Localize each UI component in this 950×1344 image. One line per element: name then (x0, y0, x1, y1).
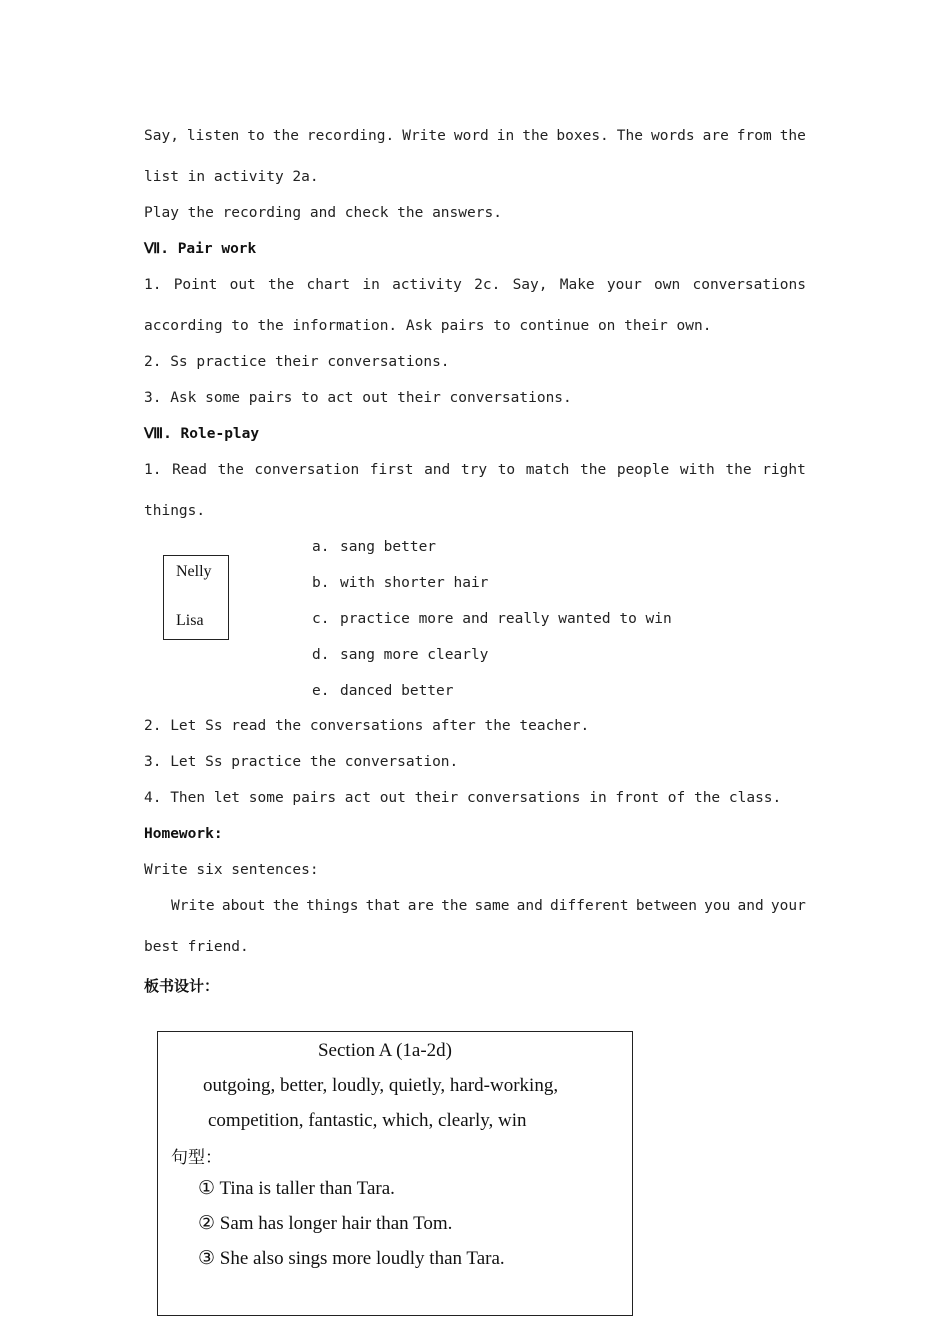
word: different (550, 898, 629, 914)
word: Point (173, 277, 218, 293)
word: are (407, 898, 434, 914)
instruction-line-1 (144, 128, 806, 144)
option-letter: d. (312, 647, 330, 663)
section-heading-pair-work: Ⅶ. Pair work (144, 241, 257, 257)
word: and (737, 898, 764, 914)
board-title: Section A (1a-2d) (317, 1040, 453, 1061)
word: 2c. (474, 277, 501, 293)
word: between (635, 898, 697, 914)
word: people (616, 462, 670, 478)
word: Make (559, 277, 595, 293)
word: with (679, 462, 715, 478)
word: right (762, 462, 806, 478)
word: chart (306, 277, 351, 293)
word: own (654, 277, 681, 293)
word: are (702, 128, 729, 144)
match-option (312, 539, 436, 555)
option-letter: a. (312, 539, 330, 555)
word: the (580, 462, 607, 478)
role-play-step-3: 3. Let Ss practice the conversation. (144, 754, 459, 770)
word: in (496, 128, 515, 144)
role-play-step-4: 4. Then let some pairs act out their conversations in front of the class. (144, 790, 782, 806)
option-letter: b. (312, 575, 330, 591)
option-letter: c. (312, 611, 330, 627)
word: the (272, 898, 299, 914)
homework-line-3: best friend. (144, 939, 249, 955)
word: the (522, 128, 549, 144)
blackboard-design-box (157, 1031, 633, 1316)
board-design-heading: 板书设计： (144, 977, 220, 995)
board-sentence-3: ③ She also sings more loudly than Tara. (198, 1248, 505, 1269)
option-text: sang more clearly (340, 647, 489, 663)
role-play-step-1-cont: things. (144, 503, 206, 519)
option-text: with shorter hair (340, 575, 489, 591)
pair-work-step-1 (144, 277, 806, 293)
word: and (516, 898, 543, 914)
pair-work-step-1-cont: according to the information. Ask pairs to continue on their own. (144, 318, 712, 334)
word: match (525, 462, 570, 478)
name-lisa: Lisa (176, 612, 204, 629)
board-vocab-line-2: competition, fantastic, which, clearly, win (208, 1110, 527, 1131)
word: 1. (144, 277, 162, 293)
instruction-line-3: Play the recording and check the answers. (144, 205, 502, 221)
word: from (736, 128, 772, 144)
word: the (725, 462, 752, 478)
match-option (312, 683, 454, 699)
word: recording. (306, 128, 395, 144)
word: the (217, 462, 244, 478)
board-vocab-line-1: outgoing, better, loudly, quietly, hard-working, (203, 1075, 559, 1096)
word: Say, (144, 128, 179, 144)
board-sentence-2: ② Sam has longer hair than Tom. (198, 1213, 453, 1234)
word: activity (392, 277, 462, 293)
option-text: danced better (340, 683, 454, 699)
instruction-line-2: list in activity 2a. (144, 169, 319, 185)
word: about (221, 898, 266, 914)
homework-line-2 (171, 898, 806, 914)
homework-line-1: Write six sentences: (144, 862, 319, 878)
word: in (362, 277, 380, 293)
word: boxes. (556, 128, 609, 144)
word: same (474, 898, 510, 914)
word: your (606, 277, 642, 293)
word: The (616, 128, 643, 144)
option-letter: e. (312, 683, 330, 699)
word: to (497, 462, 516, 478)
homework-heading: Homework: (144, 826, 223, 842)
word: the (779, 128, 806, 144)
word: that (365, 898, 401, 914)
word: words (650, 128, 695, 144)
role-play-step-1 (144, 462, 806, 478)
word: conversations (692, 277, 806, 293)
word: your (770, 898, 806, 914)
word: word (453, 128, 489, 144)
word: the (441, 898, 468, 914)
word: try (460, 462, 488, 478)
word: conversation (254, 462, 360, 478)
word: and (424, 462, 451, 478)
word: Write (171, 898, 215, 914)
section-heading-role-play: Ⅷ. Role-play (144, 426, 260, 442)
pair-work-step-3: 3. Ask some pairs to act out their conversations. (144, 390, 572, 406)
word: Say, (512, 277, 548, 293)
name-nelly: Nelly (176, 563, 212, 580)
option-text: practice more and really wanted to win (340, 611, 672, 627)
word: 1. (144, 462, 162, 478)
match-option (312, 647, 488, 663)
role-play-step-2: 2. Let Ss read the conversations after the teacher. (144, 718, 590, 734)
match-option (312, 575, 488, 591)
names-box (163, 555, 229, 640)
word: first (369, 462, 414, 478)
word: the (268, 277, 295, 293)
word: things (306, 898, 359, 914)
match-option (312, 611, 672, 627)
board-pattern-label: 句型： (171, 1148, 222, 1168)
word: you (704, 898, 731, 914)
word: Read (172, 462, 207, 478)
word: out (229, 277, 256, 293)
pair-work-step-2: 2. Ss practice their conversations. (144, 354, 450, 370)
word: the (272, 128, 299, 144)
word: Write (402, 128, 446, 144)
board-sentence-1: ① Tina is taller than Tara. (198, 1178, 395, 1199)
word: listen (186, 128, 240, 144)
option-text: sang better (340, 539, 437, 555)
word: to (247, 128, 265, 144)
